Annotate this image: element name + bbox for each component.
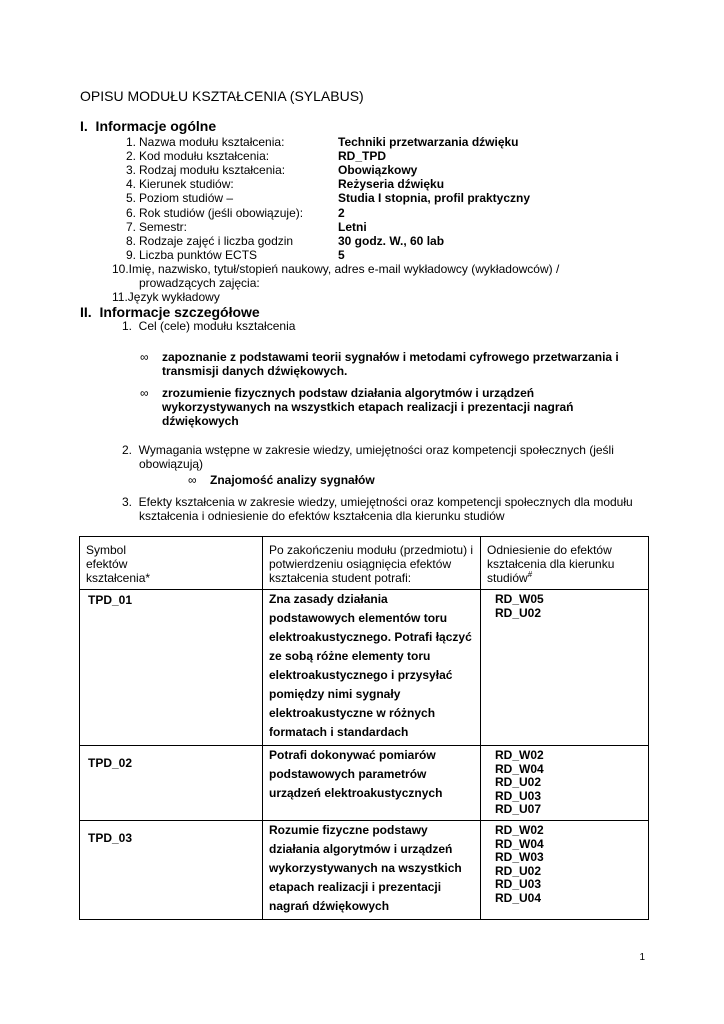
item-label: Nazwa modułu kształcenia:: [139, 135, 285, 149]
item-value: Obowiązkowy: [338, 163, 418, 178]
row-description: Zna zasady działania podstawowych elementów toru elektroakustycznego. Potrafi łączyć ze sobą różne elementy toru elektroakustycznego i przysyłać pomiędzy nimi sygnały elektroakustyczne w różnych formatach i standardach: [263, 590, 481, 746]
item-number: 6.: [125, 205, 136, 220]
effects-line2: kształcenia i odniesienie do efektów kształcenia dla kierunku studiów: [139, 509, 505, 523]
item-label: Semestr:: [139, 219, 188, 234]
item-10-line2: prowadzących zajęcia:: [139, 276, 260, 290]
item-11: 11.Język wykładowy: [112, 290, 220, 304]
item-label: Rodzaj modułu kształcenia:: [139, 163, 286, 178]
item-value: RD_TPD: [338, 149, 387, 164]
table-row: [80, 820, 649, 919]
requirements-line2: obowiązują): [139, 457, 204, 471]
item-number: 2.: [125, 149, 136, 164]
header-outcome: Po zakończeniu modułu (przedmiotu) i potwierdzeniu osiągnięcia efektów kształcenia student potrafi:: [263, 537, 481, 590]
item-number: 5.: [125, 191, 136, 206]
item-10-line1: 10.Imię, nazwisko, tytuł/stopień naukowy, adres e-mail wykładowcy (wykładowców) /: [112, 262, 560, 276]
requirements-line1: 2. Wymagania wstępne w zakresie wiedzy, umiejętności oraz kompetencji społecznych (jeśli: [122, 443, 614, 457]
requirement-bullet-icon: ∞: [188, 473, 197, 487]
bullet-icon: ∞: [140, 386, 149, 400]
section-heading-general: I. Informacje ogólne: [80, 118, 217, 134]
page-number: 1: [639, 952, 645, 963]
row-description: Rozumie fizyczne podstawy działania algorytmów i urządzeń wykorzystywanych na wszystkich etapach realizacji i prezentacji nagrań dźwiękowych: [263, 820, 481, 919]
row-symbol: TPD_02: [80, 746, 263, 821]
item-value: 5: [338, 247, 345, 262]
header-reference: Odniesienie do efektów kształcenia dla kierunku studiów#: [481, 537, 649, 590]
item-number: 4.: [125, 177, 136, 192]
bullet-icon: ∞: [140, 350, 149, 364]
goal-text: zapoznanie z podstawami teorii sygnałów i metodami cyfrowego przetwarzania i transmisji danych dźwiękowych.: [162, 350, 619, 378]
row-references: RD_W02 RD_W04 RD_W03 RD_U02 RD_U03 RD_U04: [481, 820, 649, 919]
item-number: 1.: [125, 135, 136, 149]
row-symbol: TPD_01: [80, 590, 263, 746]
item-number: 7.: [125, 219, 136, 234]
header-symbol: Symbol efektów kształcenia*: [80, 537, 263, 590]
row-references: RD_W02 RD_W04 RD_U02 RD_U03 RD_U07: [481, 746, 649, 821]
item-value: Studia I stopnia, profil praktyczny: [338, 191, 531, 206]
item-value: Letni: [338, 219, 367, 234]
item-label: Kierunek studiów:: [139, 177, 234, 192]
goal-label: 1. Cel (cele) modułu kształcenia: [122, 319, 296, 333]
item-value: 30 godz. W., 60 lab: [338, 233, 445, 248]
item-number: 8.: [125, 233, 136, 248]
item-value: Techniki przetwarzania dźwięku: [338, 135, 519, 149]
item-label: Kod modułu kształcenia:: [139, 149, 270, 164]
effects-line1: 3. Efekty kształcenia w zakresie wiedzy, umiejętności oraz kompetencji społecznych dla modułu: [122, 495, 633, 509]
item-label: Liczba punktów ECTS: [139, 247, 258, 262]
table-header-row: [80, 537, 649, 590]
item-value: Reżyseria dźwięku: [338, 177, 445, 192]
item-label: Rodzaje zajęć i liczba godzin: [139, 233, 294, 248]
table-row: [80, 590, 649, 746]
item-value: 2: [338, 205, 345, 220]
row-description: Potrafi dokonywać pomiarów podstawowych parametrów urządzeń elektroakustycznych: [263, 746, 481, 821]
learning-outcomes-table: [79, 536, 649, 920]
row-references: RD_W05 RD_U02: [481, 590, 649, 746]
section-heading-detailed: II. Informacje szczegółowe: [80, 304, 260, 320]
document-title: OPISU MODUŁU KSZTAŁCENIA (SYLABUS): [80, 88, 364, 104]
table-row: [80, 746, 649, 821]
item-label: Rok studiów (jeśli obowiązuje):: [139, 205, 304, 220]
item-number: 9.: [125, 247, 136, 262]
item-label: Poziom studiów –: [139, 191, 234, 206]
goal-text: zrozumienie fizycznych podstaw działania algorytmów i urządzeń wykorzystywanych na wszystkich etapach realizacji i prezentacji nagrań dźwiękowych: [162, 386, 574, 428]
row-symbol: TPD_03: [80, 820, 263, 919]
requirement-item: Znajomość analizy sygnałów: [210, 473, 375, 487]
item-number: 3.: [125, 163, 136, 178]
